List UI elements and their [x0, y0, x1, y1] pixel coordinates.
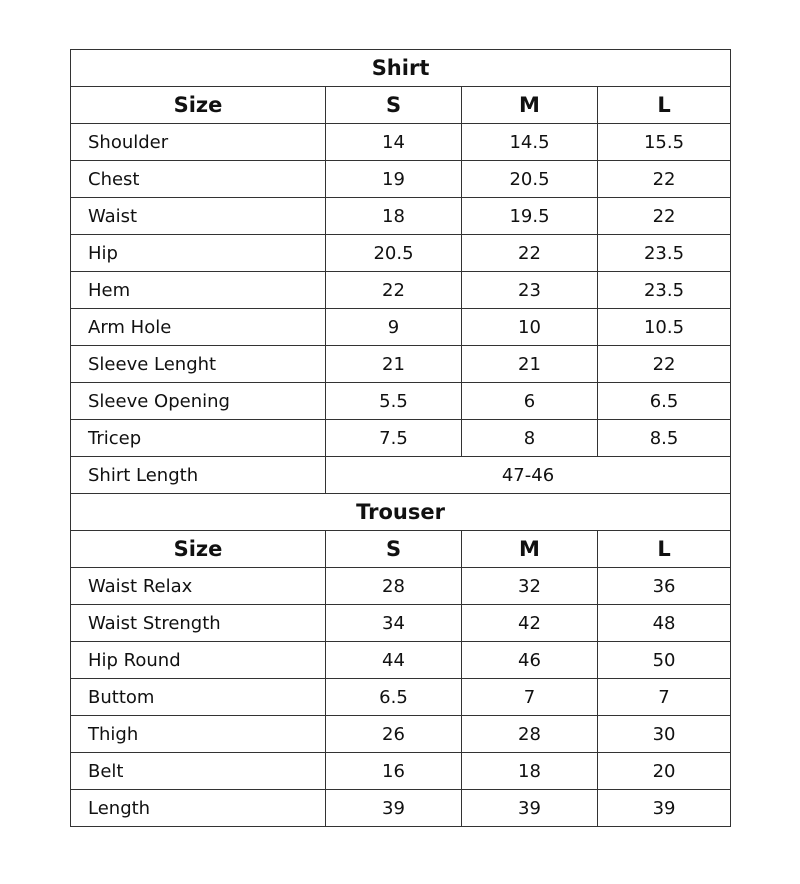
trouser-table-row [71, 679, 731, 716]
trouser-size-s-value: 16 [326, 753, 462, 790]
shirt-table-row [71, 198, 731, 235]
shirt-size-l-value: 22 [598, 161, 731, 198]
shirt-table-row [71, 420, 731, 457]
shirt-measure-label: Shoulder [71, 124, 326, 161]
shirt-measure-label: Arm Hole [71, 309, 326, 346]
shirt-table-row [71, 383, 731, 420]
shirt-size-s-value: 19 [326, 161, 462, 198]
shirt-size-m-value: 19.5 [462, 198, 598, 235]
shirt-size-l-value: 23.5 [598, 272, 731, 309]
trouser-size-m-value: 7 [462, 679, 598, 716]
shirt-measure-label: Hip [71, 235, 326, 272]
trouser-section-title: Trouser [71, 494, 731, 531]
shirt-header-l: L [598, 87, 731, 124]
shirt-size-m-value: 6 [462, 383, 598, 420]
shirt-measure-label: Chest [71, 161, 326, 198]
trouser-table-row [71, 605, 731, 642]
trouser-size-l-value: 30 [598, 716, 731, 753]
shirt-measure-label: Tricep [71, 420, 326, 457]
trouser-measure-label: Length [71, 790, 326, 827]
shirt-header-m: M [462, 87, 598, 124]
trouser-size-s-value: 28 [326, 568, 462, 605]
trouser-size-s-value: 6.5 [326, 679, 462, 716]
shirt-length-value: 47-46 [326, 457, 731, 494]
trouser-measure-label: Waist Strength [71, 605, 326, 642]
trouser-table-row [71, 642, 731, 679]
trouser-measure-label: Thigh [71, 716, 326, 753]
shirt-table-row [71, 235, 731, 272]
trouser-size-m-value: 42 [462, 605, 598, 642]
shirt-size-m-value: 20.5 [462, 161, 598, 198]
trouser-table-row [71, 716, 731, 753]
shirt-measure-label: Sleeve Opening [71, 383, 326, 420]
shirt-header-row [71, 87, 731, 124]
trouser-size-m-value: 46 [462, 642, 598, 679]
trouser-header-s: S [326, 531, 462, 568]
shirt-size-s-value: 21 [326, 346, 462, 383]
shirt-section-title: Shirt [71, 50, 731, 87]
trouser-measure-label: Belt [71, 753, 326, 790]
shirt-size-m-value: 21 [462, 346, 598, 383]
shirt-size-m-value: 23 [462, 272, 598, 309]
shirt-size-l-value: 8.5 [598, 420, 731, 457]
shirt-measure-label: Hem [71, 272, 326, 309]
trouser-title-row [71, 494, 731, 531]
shirt-size-l-value: 22 [598, 198, 731, 235]
shirt-table-row [71, 272, 731, 309]
trouser-size-m-value: 18 [462, 753, 598, 790]
trouser-size-l-value: 36 [598, 568, 731, 605]
shirt-size-l-value: 15.5 [598, 124, 731, 161]
shirt-size-l-value: 10.5 [598, 309, 731, 346]
shirt-size-m-value: 8 [462, 420, 598, 457]
trouser-size-l-value: 48 [598, 605, 731, 642]
shirt-title-row [71, 50, 731, 87]
shirt-size-m-value: 22 [462, 235, 598, 272]
shirt-header-s: S [326, 87, 462, 124]
trouser-header-m: M [462, 531, 598, 568]
trouser-size-l-value: 39 [598, 790, 731, 827]
shirt-table-row [71, 346, 731, 383]
shirt-rows [71, 124, 731, 457]
trouser-size-l-value: 7 [598, 679, 731, 716]
trouser-size-m-value: 32 [462, 568, 598, 605]
shirt-table-row [71, 309, 731, 346]
shirt-size-s-value: 7.5 [326, 420, 462, 457]
shirt-size-l-value: 22 [598, 346, 731, 383]
shirt-measure-label: Sleeve Lenght [71, 346, 326, 383]
trouser-header-size: Size [71, 531, 326, 568]
trouser-header-row [71, 531, 731, 568]
shirt-size-s-value: 9 [326, 309, 462, 346]
trouser-size-s-value: 44 [326, 642, 462, 679]
trouser-rows [71, 568, 731, 827]
trouser-size-m-value: 28 [462, 716, 598, 753]
shirt-size-s-value: 20.5 [326, 235, 462, 272]
shirt-header-size: Size [71, 87, 326, 124]
shirt-size-m-value: 10 [462, 309, 598, 346]
trouser-table-row [71, 790, 731, 827]
trouser-size-l-value: 20 [598, 753, 731, 790]
shirt-length-row [71, 457, 731, 494]
shirt-size-s-value: 22 [326, 272, 462, 309]
shirt-size-l-value: 6.5 [598, 383, 731, 420]
trouser-table-row [71, 568, 731, 605]
trouser-measure-label: Buttom [71, 679, 326, 716]
trouser-size-s-value: 26 [326, 716, 462, 753]
shirt-size-l-value: 23.5 [598, 235, 731, 272]
shirt-table-row [71, 161, 731, 198]
trouser-size-s-value: 39 [326, 790, 462, 827]
shirt-size-m-value: 14.5 [462, 124, 598, 161]
trouser-table-row [71, 753, 731, 790]
trouser-size-s-value: 34 [326, 605, 462, 642]
trouser-measure-label: Waist Relax [71, 568, 326, 605]
trouser-measure-label: Hip Round [71, 642, 326, 679]
shirt-measure-label: Waist [71, 198, 326, 235]
shirt-size-s-value: 18 [326, 198, 462, 235]
shirt-length-label: Shirt Length [71, 457, 326, 494]
size-chart-table [70, 49, 731, 827]
trouser-size-m-value: 39 [462, 790, 598, 827]
trouser-size-l-value: 50 [598, 642, 731, 679]
shirt-size-s-value: 14 [326, 124, 462, 161]
size-chart [70, 49, 730, 827]
shirt-table-row [71, 124, 731, 161]
trouser-header-l: L [598, 531, 731, 568]
shirt-size-s-value: 5.5 [326, 383, 462, 420]
